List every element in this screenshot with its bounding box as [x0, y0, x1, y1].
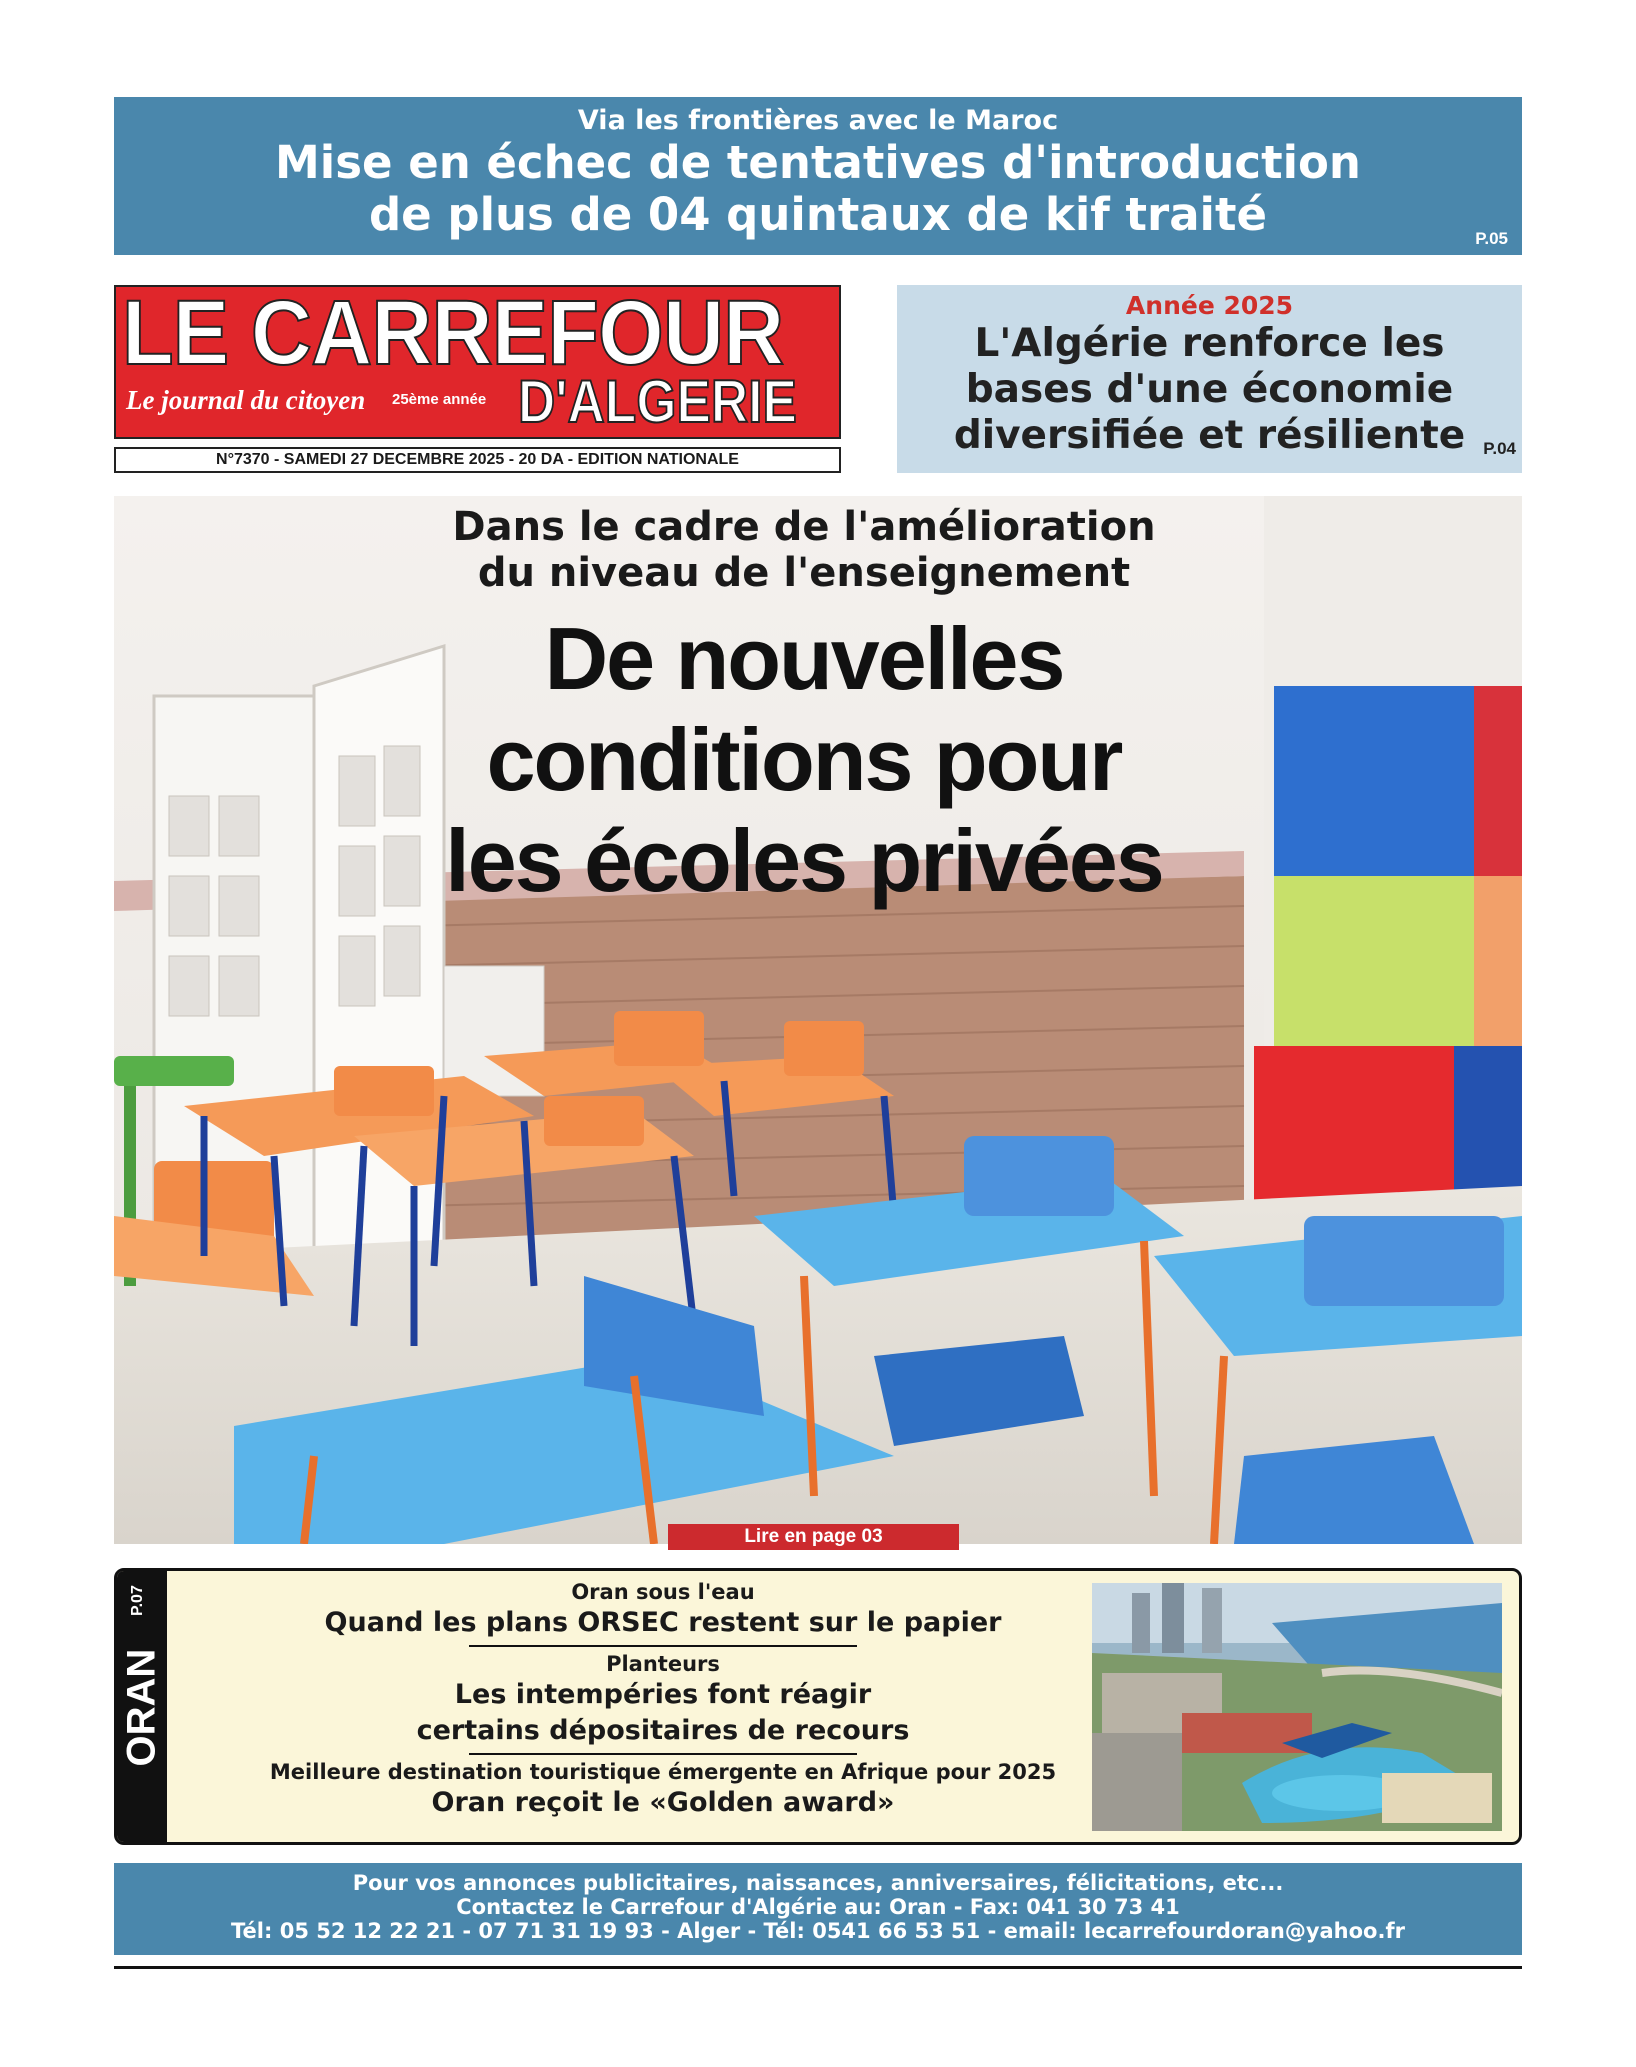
oran-section [114, 1568, 1522, 1845]
hero-headline [114, 608, 1494, 911]
teaser-page-ref: P.04 [1483, 439, 1516, 458]
oran-story-headline: Les intempéries font réagir [454, 1679, 872, 1710]
oran-story-headline: Oran reçoit le «Golden award» [431, 1787, 895, 1818]
top-banner-kicker: Via les frontières avec le Maroc [577, 105, 1059, 136]
teaser-headline-line1: L'Algérie renforce les [974, 321, 1445, 366]
hero-kicker-line1: Dans le cadre de l'amélioration [452, 504, 1156, 550]
masthead-title-bottom: D'ALGERIE [518, 368, 797, 435]
footer-ad-line2: Contactez le Carrefour d'Algérie au: Oran - Fax: 041 30 73 41 [456, 1895, 1180, 1919]
divider [469, 1753, 857, 1755]
hero-story[interactable] [114, 496, 1522, 1544]
oran-story-kicker: Planteurs [606, 1652, 720, 1676]
masthead-tagline: Le journal du citoyen [126, 385, 366, 415]
oran-page-ref: P.07 [129, 1585, 146, 1616]
teaser-headline-line2: bases d'une économie [965, 367, 1454, 412]
footer-ad-line3: Tél: 05 52 12 22 21 - 07 71 31 19 93 - Alger - Tél: 0541 66 53 51 - email: lecarrefourdoran@yahoo.fr [231, 1919, 1405, 1943]
footer-ad [114, 1863, 1522, 1955]
oran-label: ORAN [119, 1648, 164, 1767]
oran-story-headline: certains dépositaires de recours [416, 1715, 910, 1746]
teaser-box[interactable] [897, 285, 1522, 473]
masthead-anniversary: 25ème année [392, 391, 487, 408]
top-banner-headline-line1: Mise en échec de tentatives d'introduction [275, 136, 1361, 189]
oran-story-headline: Quand les plans ORSEC restent sur le papier [324, 1607, 1002, 1638]
masthead-title-top: LE CARREFOUR [122, 282, 784, 384]
divider [469, 1645, 857, 1647]
teaser-headline [897, 321, 1522, 459]
oran-aerial-photo [1092, 1583, 1502, 1831]
hero-headline-line3: les écoles privées [445, 811, 1163, 910]
hero-kicker [114, 504, 1494, 596]
top-banner-headline [114, 137, 1522, 241]
bottom-rule [114, 1966, 1522, 1969]
top-banner-page-ref: P.05 [1475, 229, 1508, 248]
oran-story-kicker: Meilleure destination touristique émergente en Afrique pour 2025 [269, 1760, 1057, 1784]
teaser-kicker: Année 2025 [1125, 291, 1294, 320]
read-more-link[interactable]: Lire en page 03 [668, 1524, 959, 1550]
oran-story-3[interactable] [173, 1759, 1153, 1821]
footer-ad-line1: Pour vos annonces publicitaires, naissances, anniversaires, félicitations, etc... [352, 1871, 1284, 1895]
hero-kicker-line2: du niveau de l'enseignement [477, 550, 1131, 596]
hero-headline-line1: De nouvelles [544, 609, 1064, 708]
oran-stories [173, 1571, 1153, 1821]
oran-story-1[interactable] [173, 1579, 1153, 1641]
oran-side-label [117, 1571, 167, 1842]
edition-line: N°7370 - SAMEDI 27 DECEMBRE 2025 - 20 DA - EDITION NATIONALE [114, 447, 841, 473]
top-banner[interactable] [114, 97, 1522, 255]
hero-headline-line2: conditions pour [486, 710, 1122, 809]
teaser-headline-line3: diversifiée et résiliente [953, 413, 1466, 458]
top-banner-headline-line2: de plus de 04 quintaux de kif traité [368, 188, 1268, 241]
oran-story-kicker: Oran sous l'eau [571, 1580, 755, 1604]
oran-story-2[interactable] [173, 1651, 1153, 1749]
masthead-logo [114, 282, 841, 439]
